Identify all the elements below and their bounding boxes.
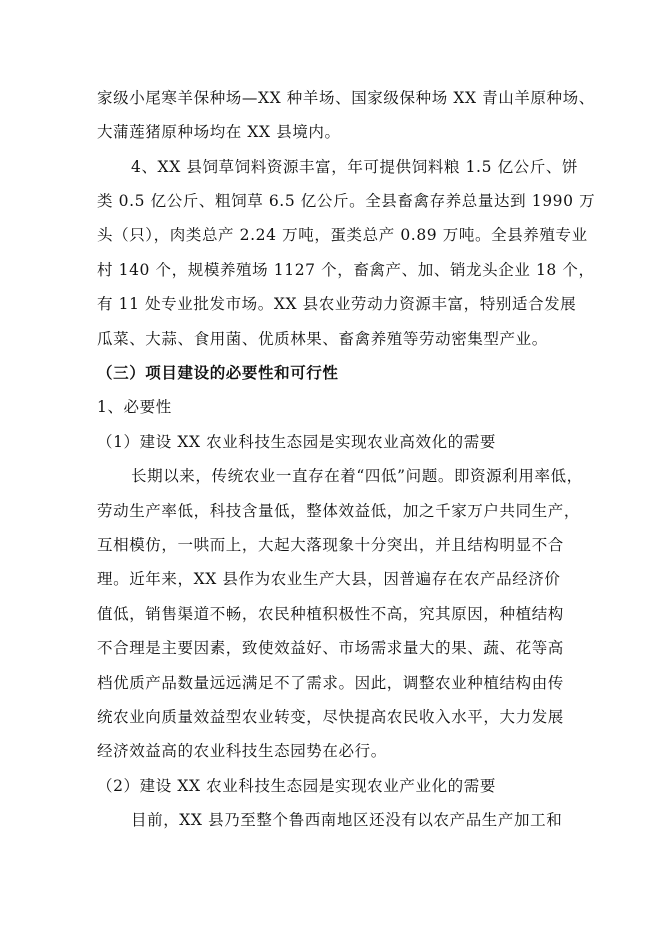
body-line-16: 统农业向质量效益型农业转变，尽快提高农民收入水平，大力发展	[97, 708, 564, 726]
body-line-9: 长期以来，传统农业一直存在着“四低”问题。即资源利用率低，	[131, 467, 583, 485]
body-line-10: 劳动生产率低，科技含量低，整体效益低，加之千家万户共同生产，	[97, 502, 581, 520]
item-heading-2: （2）建设 XX 农业科技生态园是实现农业产业化的需要	[97, 777, 496, 795]
body-line-8: 瓜菜、大蒜、食用菌、优质林果、畜禽养殖等劳动密集型产业。	[97, 330, 548, 348]
body-line-3: 4、XX 县饲草饲料资源丰富，年可提供饲料粮 1.5 亿公斤、饼	[131, 158, 579, 176]
body-line-7: 有 11 处专业批发市场。XX 县农业劳动力资源丰富，特别适合发展	[97, 295, 577, 313]
body-line-14: 不合理是主要因素，致使效益好、市场需求量大的果、蔬、花等高	[97, 639, 564, 657]
body-line-5: 头（只），肉类总产 2.24 万吨，蛋类总产 0.89 万吨。全县养殖专业	[97, 226, 588, 244]
section-heading: （三）项目建设的必要性和可行性	[97, 363, 339, 382]
body-line-1: 家级小尾寒羊保种场—XX 种羊场、国家级保种场 XX 青山羊原种场、	[97, 89, 595, 107]
body-line-11: 互相模仿，一哄而上，大起大落现象十分突出，并且结构明显不合	[97, 536, 564, 554]
body-line-2: 大蒲莲猪原种场均在 XX 县境内。	[97, 123, 341, 141]
body-line-18: 目前，XX 县乃至整个鲁西南地区还没有以农产品生产加工和	[131, 811, 563, 829]
body-line-12: 理。近年来，XX 县作为农业生产大县，因普遍存在农产品经济价	[97, 570, 561, 588]
subsection-heading: 1、必要性	[97, 398, 172, 416]
body-line-4: 类 0.5 亿公斤、粗饲草 6.5 亿公斤。全县畜禽存养总量达到 1990 万	[97, 192, 596, 210]
body-line-15: 档优质产品数量远远满足不了需求。因此，调整农业种植结构由传	[97, 674, 564, 692]
body-line-13: 值低，销售渠道不畅，农民种植积极性不高，究其原因，种植结构	[97, 605, 564, 623]
body-line-17: 经济效益高的农业科技生态园势在必行。	[97, 742, 387, 760]
body-line-6: 村 140 个，规模养殖场 1127 个，畜禽产、加、销龙头企业 18 个，	[97, 261, 595, 279]
item-heading-1: （1）建设 XX 农业科技生态园是实现农业高效化的需要	[97, 433, 496, 451]
